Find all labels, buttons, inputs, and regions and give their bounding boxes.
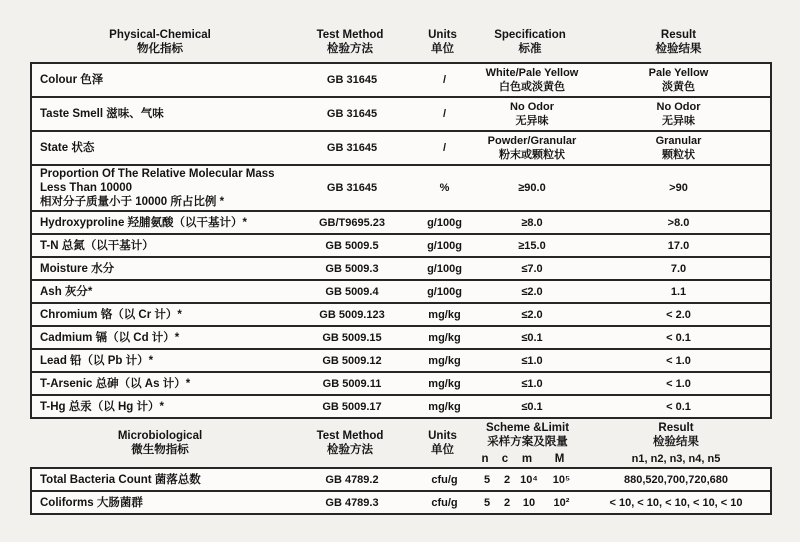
col-header-result [585, 28, 772, 56]
param-name: Proportion Of The Relative Molecular Mass Less Than 10000 相对分子质量小于 10000 所占比例 * [40, 168, 275, 208]
scheme-m-value: 10⁴ [520, 473, 538, 486]
col-header-method-zh: 检验方法 [327, 43, 373, 55]
units: mg/kg [428, 377, 461, 390]
param-name: Hydroxyproline 羟脯氨酸（以干基计）* [40, 216, 248, 229]
units: cfu/g [431, 473, 458, 486]
result-value: Pale Yellow 淡黄色 [648, 67, 709, 93]
test-method: GB 5009.17 [322, 400, 382, 413]
specification: White/Pale Yellow 白色或淡黄色 [485, 67, 579, 93]
test-method: GB 4789.2 [325, 473, 379, 486]
scheme-c-value: 2 [503, 473, 511, 486]
param-name: Lead 铅（以 Pb 计）* [40, 354, 154, 367]
col-header-scheme-limit-zh: 采样方案及限量 [487, 435, 568, 448]
col-header-micro-units-en: Units [428, 430, 457, 442]
col-header-scheme-m: m [521, 452, 533, 465]
table-row [32, 394, 770, 417]
result-values: 880,520,700,720,680 [624, 473, 728, 486]
col-header-micro-parameter [30, 419, 290, 467]
col-header-method [290, 28, 410, 56]
col-header-parameter [30, 28, 290, 56]
scheme-M-value: 10⁵ [552, 473, 571, 486]
param-name: Colour 色泽 [40, 74, 104, 86]
specification: ≤0.1 [521, 331, 543, 344]
param-name: Taste Smell 滋味、气味 [40, 108, 164, 120]
units: g/100g [427, 262, 462, 275]
col-header-scheme-n: n [481, 452, 489, 465]
col-header-result-zh: 检验结果 [655, 43, 702, 55]
test-method: GB 31645 [326, 74, 378, 86]
col-header-micro-result [580, 421, 772, 449]
units: cfu/g [431, 496, 458, 509]
col-header-scheme-limit [475, 421, 580, 449]
col-header-micro-method-zh: 检验方法 [327, 444, 373, 456]
test-method: GB 31645 [326, 142, 378, 154]
specification: ≥8.0 [521, 216, 543, 229]
test-method: GB/T9695.23 [318, 216, 386, 229]
table-row [32, 371, 770, 394]
col-header-parameter-en: Physical-Chemical [109, 29, 211, 41]
table-row [32, 233, 770, 256]
col-header-units [410, 28, 475, 56]
test-method: GB 31645 [326, 108, 378, 120]
scheme-c-value: 2 [503, 496, 511, 509]
physical-rows [30, 62, 772, 419]
param-name: T-Arsenic 总砷（以 As 计）* [40, 377, 191, 390]
scheme-n-value: 5 [483, 473, 491, 486]
specification: No Odor 无异味 [510, 101, 554, 127]
test-method: GB 31645 [326, 182, 378, 194]
test-method: GB 5009.4 [325, 285, 379, 298]
result-value: < 1.0 [666, 354, 691, 367]
result-value: < 0.1 [666, 331, 691, 344]
param-name: Coliforms 大肠菌群 [40, 496, 143, 509]
physical-table-header [30, 22, 772, 62]
result-value: Granular 颗粒状 [655, 135, 702, 161]
units: g/100g [427, 216, 462, 229]
col-header-micro-method-en: Test Method [316, 430, 384, 442]
units: mg/kg [428, 331, 461, 344]
table-row [32, 64, 770, 96]
specification: ≤2.0 [521, 308, 543, 321]
result-value: < 1.0 [666, 377, 691, 390]
micro-rows [30, 467, 772, 515]
scheme-M-value: 10² [553, 496, 570, 509]
scheme-n-value: 5 [483, 496, 491, 509]
param-name: T-N 总氮（以干基计） [40, 239, 154, 252]
units: / [442, 108, 447, 120]
test-method: GB 5009.123 [319, 308, 385, 321]
table-row [32, 130, 770, 164]
specification: ≥15.0 [518, 239, 546, 252]
units: g/100g [427, 239, 462, 252]
table-row [32, 256, 770, 279]
table-row [32, 164, 770, 210]
param-name: Cadmium 镉（以 Cd 计）* [40, 331, 180, 344]
table-row [32, 96, 770, 130]
table-row [32, 469, 770, 490]
col-header-micro-units [410, 419, 475, 467]
units: % [439, 182, 450, 194]
col-header-micro-parameter-zh: 微生物指标 [131, 444, 189, 456]
units: / [442, 142, 447, 154]
specification: ≤1.0 [521, 377, 543, 390]
col-header-micro-result-en: Result [658, 421, 694, 434]
micro-table-header [30, 419, 772, 467]
col-header-specification [475, 28, 585, 56]
units: mg/kg [428, 354, 461, 367]
specification: ≤2.0 [521, 285, 543, 298]
col-header-micro-parameter-en: Microbiological [117, 430, 203, 442]
col-header-scheme-M: M [554, 452, 565, 465]
table-row [32, 210, 770, 233]
test-report-table [30, 22, 772, 515]
test-method: GB 5009.12 [322, 354, 382, 367]
specification: ≤1.0 [521, 354, 543, 367]
result-value: >90 [669, 182, 688, 194]
specification: ≤7.0 [521, 262, 543, 275]
col-header-result-samples: n1, n2, n3, n4, n5 [631, 452, 721, 465]
table-row [32, 302, 770, 325]
param-name: Chromium 铬（以 Cr 计）* [40, 308, 182, 321]
col-header-micro-result-zh: 检验结果 [653, 435, 699, 448]
table-row [32, 348, 770, 371]
param-name: State 状态 [40, 142, 95, 154]
result-values: < 10, < 10, < 10, < 10, < 10 [609, 496, 743, 509]
test-method: GB 5009.11 [322, 377, 382, 390]
col-header-scheme-limit-en: Scheme &Limit [485, 421, 570, 434]
units: / [442, 74, 447, 86]
test-method: GB 5009.5 [325, 239, 379, 252]
param-name: Total Bacteria Count 菌落总数 [40, 473, 201, 486]
col-header-micro-units-zh: 单位 [431, 444, 454, 456]
col-header-parameter-zh: 物化指标 [137, 43, 183, 55]
result-value: No Odor 无异味 [656, 101, 701, 127]
table-row [32, 490, 770, 513]
specification: ≥90.0 [518, 182, 546, 194]
param-name: Moisture 水分 [40, 262, 115, 275]
units: mg/kg [428, 400, 461, 413]
col-header-specification-zh: 标准 [518, 43, 542, 55]
units: g/100g [427, 285, 462, 298]
result-value: >8.0 [667, 216, 690, 229]
table-row [32, 279, 770, 302]
result-value: < 2.0 [666, 308, 691, 321]
units: mg/kg [428, 308, 461, 321]
col-header-units-en: Units [428, 29, 457, 41]
col-header-result-en: Result [660, 29, 697, 41]
specification: ≤0.1 [521, 400, 543, 413]
col-header-method-en: Test Method [316, 29, 384, 41]
test-method: GB 4789.3 [325, 496, 379, 509]
test-method: GB 5009.15 [322, 331, 382, 344]
table-row [32, 325, 770, 348]
result-value: 7.0 [670, 262, 687, 275]
col-header-specification-en: Specification [494, 29, 566, 41]
result-value: 17.0 [667, 239, 690, 252]
col-header-units-zh: 单位 [431, 43, 454, 55]
col-header-scheme-c: c [501, 452, 509, 465]
result-value: < 0.1 [666, 400, 691, 413]
col-header-micro-method [290, 419, 410, 467]
test-method: GB 5009.3 [325, 262, 379, 275]
param-name: T-Hg 总汞（以 Hg 计）* [40, 400, 164, 413]
scheme-m-value: 10 [522, 496, 536, 509]
param-name: Ash 灰分* [40, 285, 93, 298]
result-value: 1.1 [670, 285, 687, 298]
specification: Powder/Granular 粉末或颗粒状 [487, 135, 577, 161]
